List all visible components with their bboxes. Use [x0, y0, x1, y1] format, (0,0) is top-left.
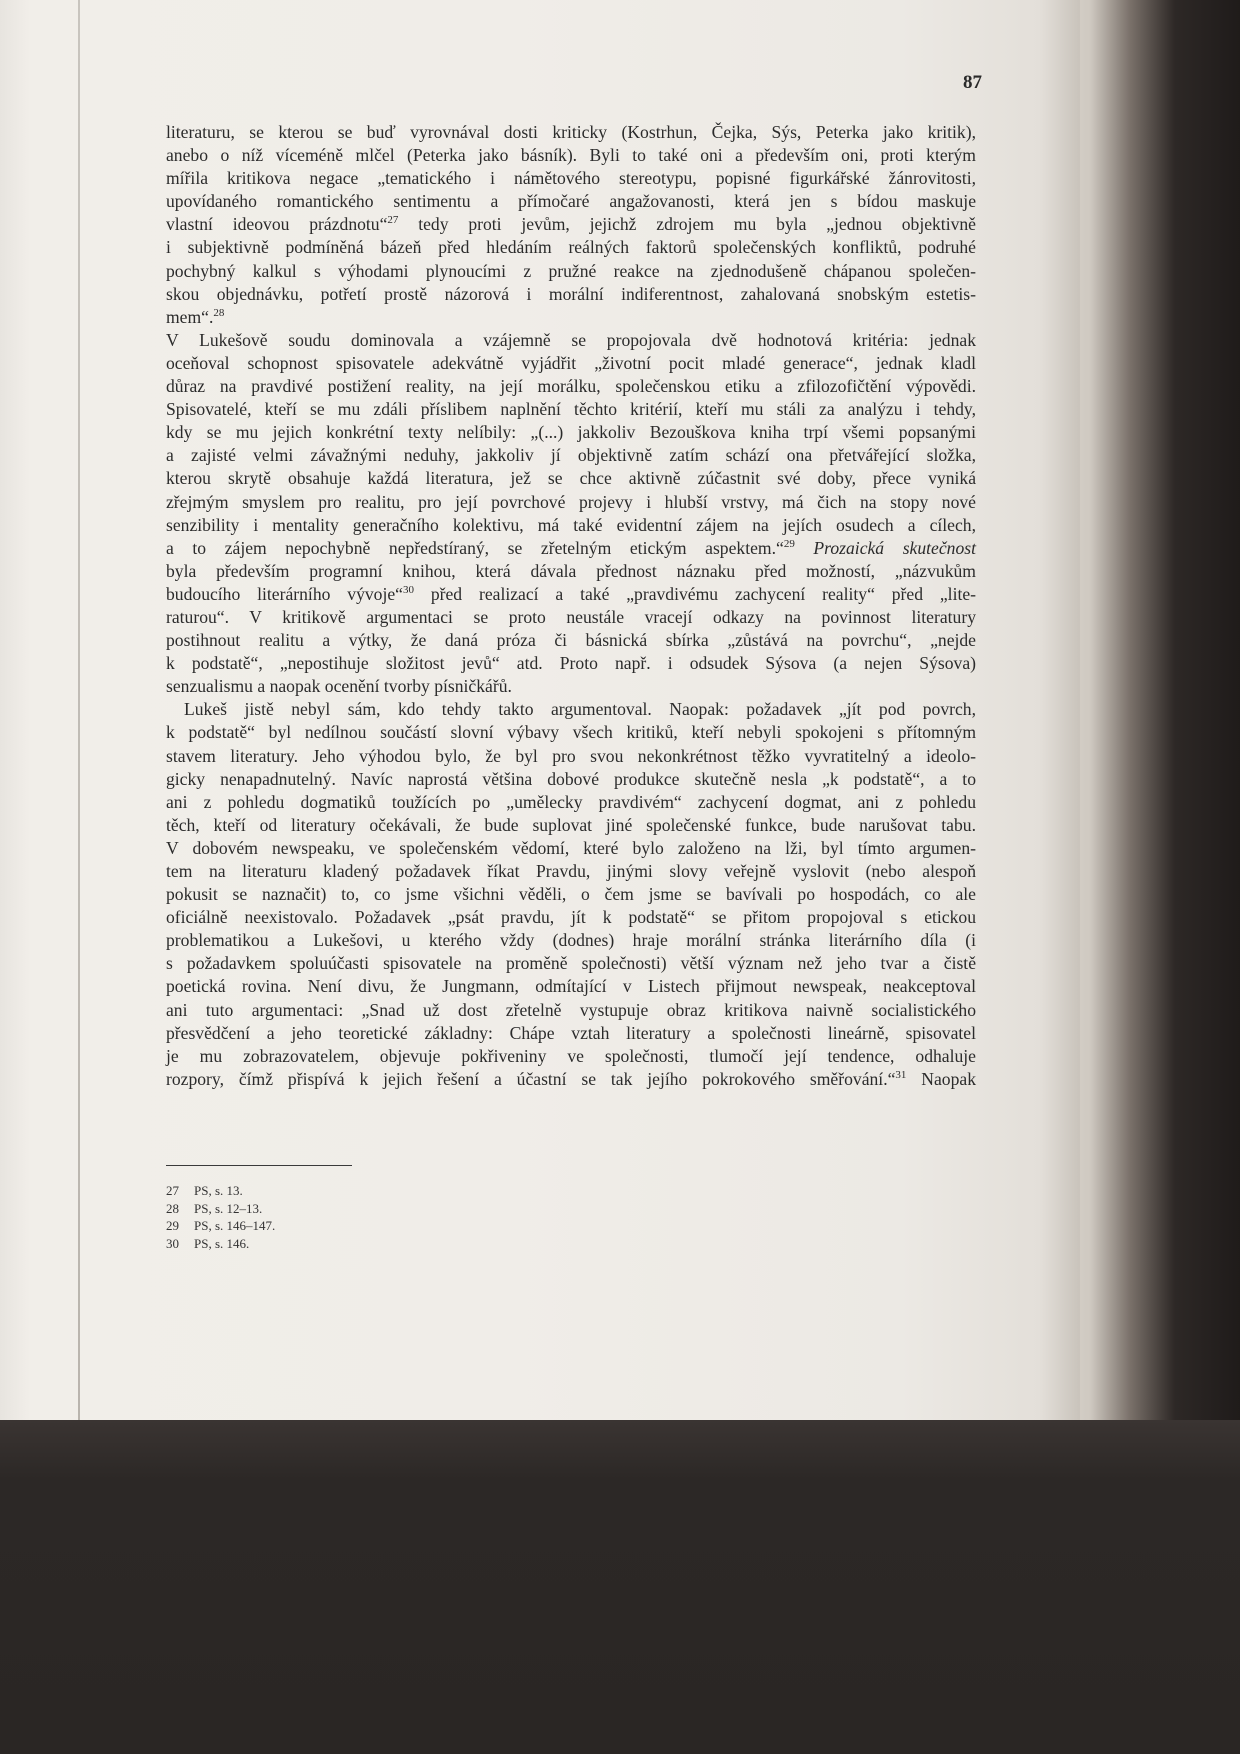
scanner-shadow [0, 1420, 1240, 1754]
footnote-ref: 30 [402, 583, 414, 596]
text-line-with-footnote: vlastní ideovou prázdnotu“$^{27}$ tedy proti jevům, jejichž zdrojem mu byla „jednou objektivně [166, 214, 976, 235]
footnote-item [166, 1235, 275, 1253]
footnote-number: 27 [166, 1183, 179, 1198]
text-line: přesvědčení a jeho teoretické základny: Chápe vztah literatury a společnosti lineárně, spisovatel [166, 1022, 976, 1043]
footnote-ref: 28 [213, 306, 225, 319]
text-line: i subjektivně podmíněná bázeň před hledáním reálných faktorů společenských konfliktů, podruhé [166, 237, 976, 258]
footnote-item [166, 1200, 275, 1218]
text-line: poetická rovina. Není divu, že Jungmann, odmítající v Listech přijmout newspeak, neakceptoval [166, 976, 976, 997]
text-line: pochybný kalkul s výhodami plynoucími z pružné reakce na zjednodušeně chápanou společen- [166, 260, 976, 281]
page-gutter [78, 0, 80, 1430]
text-line: V dobovém newspeaku, ve společenském vědomí, které bylo založeno na lži, byl tímto argumen- [166, 837, 976, 858]
footnote-text: PS, s. 12–13. [194, 1200, 263, 1216]
footnote-text: PS, s. 13. [194, 1183, 243, 1198]
text-line: literaturu, se kterou se buď vyrovnával dosti kriticky (Kostrhun, Čejka, Sýs, Peterka jako kritik), [166, 122, 976, 142]
text-line: s požadavkem spoluúčasti spisovatele na proměně společnosti) větší význam než jeho tvar a čistě [166, 953, 976, 974]
text-line: Lukeš jistě nebyl sám, kdo tehdy takto argumentoval. Naopak: požadavek „jít pod povrch, [184, 699, 976, 720]
page-number: 87 [963, 72, 982, 93]
text-line-with-footnote: a to zájem nepochybně nepředstíraný, se zřetelným etickým aspektem.“$^{29}$ Prozaická skutečnost [166, 537, 976, 558]
text-line: je mu zobrazovatelem, objevuje pokřiveniny ve společnosti, tlumočí její tendence, odhaluje [166, 1045, 976, 1066]
footnote-number: 30 [166, 1235, 179, 1251]
text-line: důraz na pravdivé postižení reality, na její morálku, společenskou etiku a zfilozofičtění výpovědi. [166, 376, 976, 397]
text-line: a zajisté velmi závažnými neduhy, jakkoliv jí objektivně zatím schází ona přetvářející složka, [166, 445, 976, 466]
text-line-with-footnote: rozpory, čímž přispívá k jejich řešení a účastní se tak jejího pokrokového směřování.“$^{31}$ Naopak [166, 1068, 976, 1089]
text-line: senzibility i mentality generačního kolektivu, má také evidentní zájem na jejích osudech a cílech, [166, 514, 976, 535]
text-line: anebo o níž víceméně mlčel (Peterka jako básník). Byli to také oni a především oni, proti kterým [166, 145, 976, 166]
text-line: kterou skrytě obsahuje každá literatura, jež se chce aktivně zúčastnit své doby, přece vyniká [166, 468, 976, 489]
text-line: raturou“. V kritikově argumentaci se proto neustále vracejí odkazy na povinnost literatury [166, 606, 976, 627]
footnote-text: PS, s. 146–147. [194, 1218, 276, 1234]
text-line: pokusit se naznačit) to, co jsme všichni věděli, o čem jsme se bavívali po hospodách, co ale [166, 884, 976, 905]
text-line: k podstatě“ byl nedílnou součástí slovní výbavy všech kritiků, kteří nebyli spokojeni s přítomným [166, 722, 976, 743]
text-line: tem na literaturu kladený požadavek říkat Pravdu, jinými slovy veřejně vyslovit (nebo alespoň [166, 861, 976, 881]
text-line: oficiálně neexistovalo. Požadavek „psát pravdu, jít k podstatě“ se přitom propojoval s etickou [166, 907, 976, 928]
text-line-with-footnote: budoucího literárního vývoje“$^{30}$ před realizací a také „pravdivému zachycení reality“ před „lite- [166, 583, 977, 604]
text-line: skou objednávku, potřetí prostě názorová i morální indiferentnost, zahalovaná snobským estetis- [166, 283, 976, 304]
text-line: ani tuto argumentaci: „Snad už dost zřetelně vystupuje obraz kritikova naivně socialistického [166, 999, 976, 1020]
footnote-number: 29 [166, 1218, 179, 1234]
text-line: k podstatě“, „nepostihuje složitost jevů“ atd. Proto např. i odsudek Sýsova (a nejen Sýsova) [166, 653, 976, 674]
footnotes [166, 1182, 275, 1252]
text-line: byla především programní knihou, která dávala přednost náznaku před možností, „názvukům [166, 560, 976, 581]
text-line: problematikou a Lukešovi, u kterého vždy (dodnes) hraje morální stránka literárního díla (i [166, 930, 976, 951]
text-line: mířila kritikova negace „tematického i námětového stereotypu, popisné figurkářské žánrovitosti, [166, 168, 976, 189]
footnote-separator [166, 1165, 352, 1166]
text-line: gicky nenapadnutelný. Navíc naprostá většina dobové produkce skutečně nesla „k podstatě“, a to [166, 768, 976, 789]
text-line: zřejmým smyslem pro realitu, pro její povrchové projevy i hlubší vrstvy, má čich na stopy nové [166, 491, 976, 512]
text-line: ani z pohledu dogmatiků toužících po „umělecky pravdivém“ zachycení dogmat, ani z pohledu [166, 791, 976, 812]
footnote-ref: 27 [387, 214, 399, 227]
book-title: Prozaická skutečnost [813, 537, 976, 558]
footnote-item [166, 1182, 275, 1200]
text-line: Spisovatelé, kteří se mu zdáli příslibem naplnění těchto kritérií, kteří mu stáli za analýzu i tehdy, [166, 399, 976, 420]
footnote-ref: 31 [895, 1068, 907, 1081]
text-line: senzualismu a naopak ocenění tvorby písničkářů. [166, 676, 512, 697]
body-text [166, 121, 976, 1091]
text-line: postihnout realitu a výtky, že daná próza či básnická sbírka „zůstává na povrchu“, „nejde [166, 630, 976, 651]
text-line: kdy se mu jejich konkrétní texty nelíbily: „(...) jakkoliv Bezouškova kniha trpí všemi popsanými [166, 422, 976, 443]
text-line-with-footnote: mem“.$^{28}$ [166, 306, 225, 327]
text-line: oceňoval schopnost spisovatele adekvátně vyjádřit „životní pocit mladé generace“, jednak kladl [166, 352, 976, 373]
footnote-text: PS, s. 146. [194, 1235, 250, 1251]
footnote-item [166, 1217, 275, 1235]
text-line: těch, kteří od literatury očekávali, že bude suplovat jiné společenské funkce, bude narušovat tabu. [166, 814, 976, 835]
text-line: stavem literatury. Jeho výhodou bylo, že byl pro svou nekonkrétnost těžko vyvratitelný a ideolo- [166, 745, 976, 766]
text-line: upovídaného romantického sentimentu a přímočaré angažovanosti, která jen s bídou maskuje [166, 191, 976, 212]
footnote-number: 28 [166, 1200, 179, 1216]
text-line: V Lukešově soudu dominovala a vzájemně se propojovala dvě hodnotová kritéria: jednak [166, 329, 976, 350]
footnote-ref: 29 [783, 537, 795, 550]
